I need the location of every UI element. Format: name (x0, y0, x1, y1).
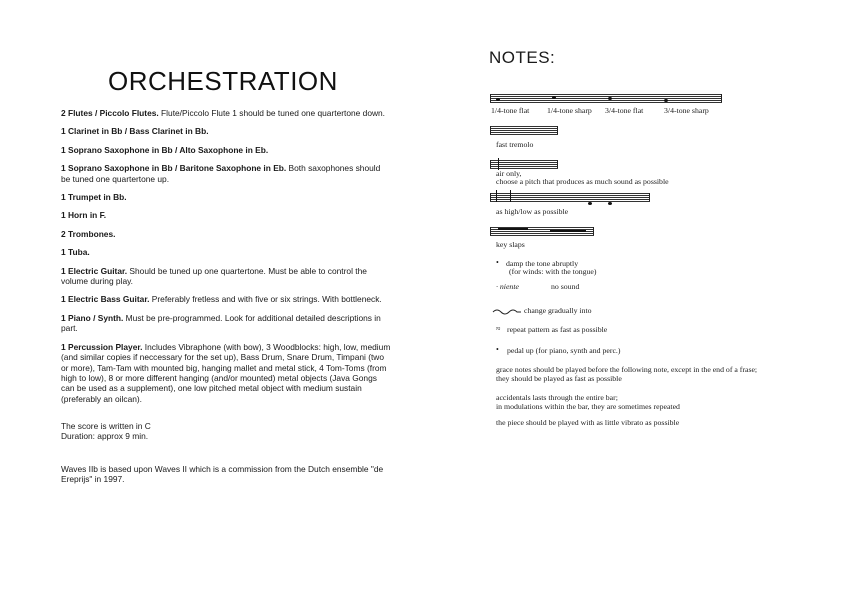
key-slaps-label: key slaps (496, 240, 525, 249)
damp-desc: (for winds: with the tongue) (509, 267, 597, 276)
score-info (61, 421, 391, 442)
instrument-name: 1 Tuba. (61, 247, 90, 258)
niente-label: no sound (551, 282, 580, 291)
quartertone-label-1: 1/4-tone flat (491, 106, 530, 115)
score-line: The score is written in C (61, 421, 151, 431)
instrument-name: 1 Electric Guitar. (61, 265, 128, 276)
accidentals-line-1: accidentals lasts through the entire bar; (496, 393, 618, 402)
instrument-item (61, 229, 391, 239)
high-low-label: as high/low as possible (496, 207, 569, 216)
tremolo-staff (490, 126, 558, 136)
instrument-name: 1 Percussion Player. (61, 341, 143, 352)
instrument-name: 1 Electric Bass Guitar. (61, 294, 150, 305)
instrument-list (61, 108, 391, 412)
pedal-dot-icon: • (496, 345, 499, 354)
accidentals-line-2: in modulations within the bar, they are sometimes repeated (496, 402, 680, 411)
quartertone-staff (490, 94, 722, 104)
instrument-detail: Flute/Piccolo Flute 1 should be tuned one quartertone down. (158, 108, 386, 118)
pedal-up-label: pedal up (for piano, synth and perc.) (507, 346, 621, 355)
instrument-item (61, 163, 391, 184)
instrument-item (61, 126, 391, 136)
instrument-name: 1 Trumpet in Bb. (61, 192, 127, 203)
grace-notes-line-1: grace notes should be played before the following note, except in the end of a frase; (496, 365, 758, 374)
repeat-pattern-label: repeat pattern as fast as possible (507, 325, 608, 334)
waves-note: Waves IIb is based upon Waves II which is a commission from the Dutch ensemble "de Ereprijs" in 1997. (61, 464, 384, 485)
quartertone-label-2: 1/4-tone sharp (547, 106, 592, 115)
damp-dot-icon: • (496, 258, 499, 267)
instrument-name: 1 Soprano Saxophone in Bb / Baritone Saxophone in Eb. (61, 163, 287, 174)
instrument-name: 1 Clarinet in Bb / Bass Clarinet in Bb. (61, 126, 209, 137)
repeat-tilde-icon: ≈ (496, 324, 501, 333)
instrument-detail: Both saxophones should be tuned one quartertone up. (61, 163, 381, 184)
change-gradually-label: change gradually into (524, 306, 592, 315)
instrument-item (61, 313, 391, 334)
instrument-name: 2 Flutes / Piccolo Flutes. (61, 108, 159, 118)
grace-notes-line-2: they should be played as fast as possible (496, 374, 622, 383)
key-slaps-staff (490, 227, 594, 237)
right-page (440, 0, 864, 609)
instrument-item (61, 210, 391, 220)
notes-title: NOTES: (489, 48, 556, 67)
instrument-detail: Must be pre-programmed. Look for additional detailed descriptions in part. (61, 312, 381, 334)
air-only-label: air only, (496, 169, 522, 178)
instrument-detail: Should be tuned up one quartertone. Must be able to control the volume during play. (61, 265, 367, 287)
instrument-item (61, 294, 391, 304)
instrument-item (61, 266, 391, 287)
instrument-name: 1 Horn in F. (61, 210, 107, 221)
instrument-detail: Preferably fretless and with five or six strings. With bottleneck. (149, 294, 382, 305)
instrument-item (61, 342, 391, 404)
air-only-desc: choose a pitch that produces as much sound as possible (496, 177, 669, 186)
vibrato-note: the piece should be played with as little vibrato as possible (496, 418, 680, 427)
instrument-detail: Includes Vibraphone (with bow), 3 Woodblocks: high, low, medium (and similar copies if neccessary for the set up), Bass Drum, Snare Drum, Timpani (two or more), Tam-Tam with mounted big, hanging mallet and metal stick, 4 Tom-Toms (from high to low), 8 or more different hanging (and/or mounted) metal objects (Java Gongs can be used as a supplement), one low pitched metal object with medium sustain (preferably an oilcan). (61, 341, 391, 404)
duration-line: Duration: approx 9 min. (61, 431, 149, 442)
gradual-change-icon (492, 308, 522, 316)
instrument-item (61, 145, 391, 155)
instrument-name: 1 Piano / Synth. (61, 312, 124, 323)
niente-mark: niente (499, 282, 519, 291)
instrument-item (61, 247, 391, 257)
instrument-item (61, 192, 391, 202)
quartertone-label-4: 3/4-tone sharp (664, 106, 709, 115)
quartertone-label-3: 3/4-tone flat (605, 106, 644, 115)
instrument-name: 1 Soprano Saxophone in Bb / Alto Saxophone in Eb. (61, 144, 269, 155)
damp-label: damp the tone abruptly (506, 259, 579, 268)
niente-dot-icon: ∙ (496, 282, 500, 291)
page-title: ORCHESTRATION (108, 66, 338, 96)
instrument-item (61, 108, 391, 118)
instrument-name: 2 Trombones. (61, 228, 116, 239)
fast-tremolo-label: fast tremolo (496, 140, 534, 149)
high-low-staff (490, 193, 650, 203)
